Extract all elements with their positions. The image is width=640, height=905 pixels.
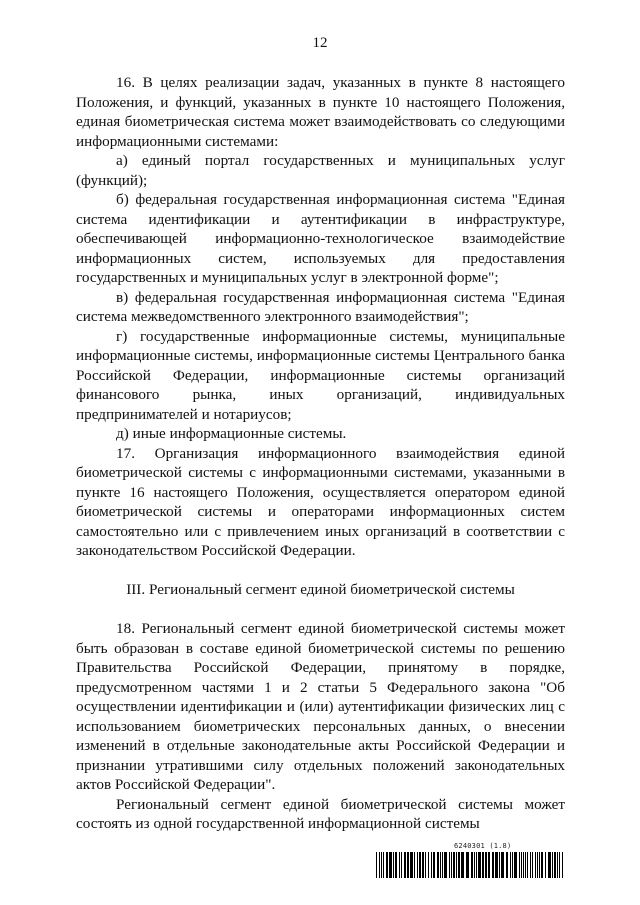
- barcode-bar: [376, 852, 377, 878]
- barcode-bar: [410, 852, 413, 878]
- barcode-bar: [488, 852, 490, 878]
- barcode-bar: [431, 852, 432, 878]
- document-body: [76, 73, 565, 834]
- barcode-bar: [474, 852, 475, 878]
- list-item-d: д) иные информационные системы.: [116, 425, 347, 442]
- barcode-bar: [548, 852, 551, 878]
- barcode-bar: [440, 852, 441, 878]
- document-code: 6240301 (1.8): [454, 842, 512, 850]
- barcode-bar: [557, 852, 558, 878]
- barcode-bar: [499, 852, 500, 878]
- barcode-bar: [492, 852, 494, 878]
- barcode-bar: [545, 852, 546, 878]
- barcode-bar: [386, 852, 388, 878]
- paragraph-16: 16. В целях реализации задач, указанных в пункте 8 настоящего Положения, и функций, указанных в пункте 10 настоящего Положения, единая биометрическая система может взаимодействовать со следующими информационными системами:: [76, 74, 565, 150]
- barcode-bar: [523, 852, 524, 878]
- barcode-bar: [559, 852, 560, 878]
- barcode-bar: [399, 852, 400, 878]
- barcode-bar: [495, 852, 498, 878]
- barcode-bar: [535, 852, 536, 878]
- barcode-bar: [383, 852, 384, 878]
- barcode-bar: [381, 852, 382, 878]
- list-item-a: а) единый портал государственных и муниципальных услуг (функций);: [76, 152, 565, 189]
- barcode-bar: [404, 852, 406, 878]
- barcode-bar: [453, 852, 455, 878]
- barcode-bar: [552, 852, 553, 878]
- barcode-bar: [428, 852, 429, 878]
- paragraph-18-continued: Региональный сегмент единой биометрической системы может состоять из одной государственной информационной системы: [76, 795, 565, 832]
- barcode-bar: [422, 852, 424, 878]
- barcode-bar: [433, 852, 435, 878]
- page-number: 12: [312, 35, 328, 51]
- paragraph-18: 18. Региональный сегмент единой биометрической системы может быть образован в составе единой биометрической системы по решению Правительства Российской Федерации, принятому в порядке, предусмотренном частями 1 и 2 статьи 5 Федерального закона "Об осуществлении идентификации и (или) аутентификации физических лиц с использованием биометрических персональных данных, о внесении изменений в отдельные законодательные акты Российской Федерации и признании утратившими силу отдельных положений законодательных актов Российской Федерации".: [76, 620, 565, 793]
- barcode-bar: [482, 852, 484, 878]
- barcode-bar: [401, 852, 402, 878]
- barcode-bar: [471, 852, 473, 878]
- barcode-bar: [414, 852, 415, 878]
- barcode-bar: [562, 852, 563, 878]
- barcode-bar: [395, 852, 397, 878]
- barcode-bar: [512, 852, 513, 878]
- barcode-bar: [458, 852, 460, 878]
- barcode-bar: [541, 852, 543, 878]
- barcode-bar: [510, 852, 511, 878]
- barcode-bar: [456, 852, 457, 878]
- barcode-bar: [519, 852, 520, 878]
- barcode-bar: [532, 852, 533, 878]
- barcode-bar: [466, 852, 469, 878]
- barcode-bar: [506, 852, 508, 878]
- barcode-bar: [425, 852, 426, 878]
- barcode-bar: [527, 852, 528, 878]
- barcode-bar: [554, 852, 556, 878]
- section-heading: III. Региональный сегмент единой биометрической системы: [126, 580, 515, 598]
- barcode-bar: [444, 852, 447, 878]
- barcode-bar: [461, 852, 464, 878]
- barcode-bar: [389, 852, 392, 878]
- barcode-bar: [478, 852, 481, 878]
- barcode-bar: [442, 852, 443, 878]
- barcode-bar: [530, 852, 531, 878]
- paragraph-17: 17. Организация информационного взаимодействия единой биометрической системы с информационными системами, указанными в пункте 16 настоящего Положения, осуществляется оператором единой биометрической системы и операторами информационных систем самостоятельно или с привлечением иных организаций в соответствии с законодательством Российской Федерации.: [76, 444, 565, 559]
- barcode-bar: [539, 852, 540, 878]
- barcode-bar: [514, 852, 517, 878]
- barcode-bar: [449, 852, 450, 878]
- list-item-g: г) государственные информационные системы, муниципальные информационные системы, информационные системы Центрального банка Российской Федерации, информационные системы организаций финансового рынка, иных организаций, индивидуальных предпринимателей и нотариусов;: [76, 327, 565, 423]
- barcode-bar: [393, 852, 394, 878]
- barcode-bar: [525, 852, 526, 878]
- barcode-bar: [485, 852, 487, 878]
- barcode-bar: [521, 852, 522, 878]
- barcode: [376, 852, 565, 878]
- barcode-bar: [417, 852, 418, 878]
- list-item-v: в) федеральная государственная информационная система "Единая система межведомственного электронного взаимодействия";: [76, 288, 565, 325]
- barcode-bar: [407, 852, 409, 878]
- list-item-b: б) федеральная государственная информационная система "Единая система идентификации и аутентификации в инфраструктуре, обеспечивающей информационно-технологическое взаимодействие информационных систем, используемых для предоставления государственных и муниципальных услуг в электронной форме";: [76, 191, 565, 286]
- barcode-bar: [419, 852, 421, 878]
- barcode-bar: [537, 852, 538, 878]
- barcode-bar: [476, 852, 477, 878]
- barcode-bar: [379, 852, 380, 878]
- barcode-bar: [501, 852, 504, 878]
- barcode-bar: [437, 852, 439, 878]
- barcode-bar: [451, 852, 452, 878]
